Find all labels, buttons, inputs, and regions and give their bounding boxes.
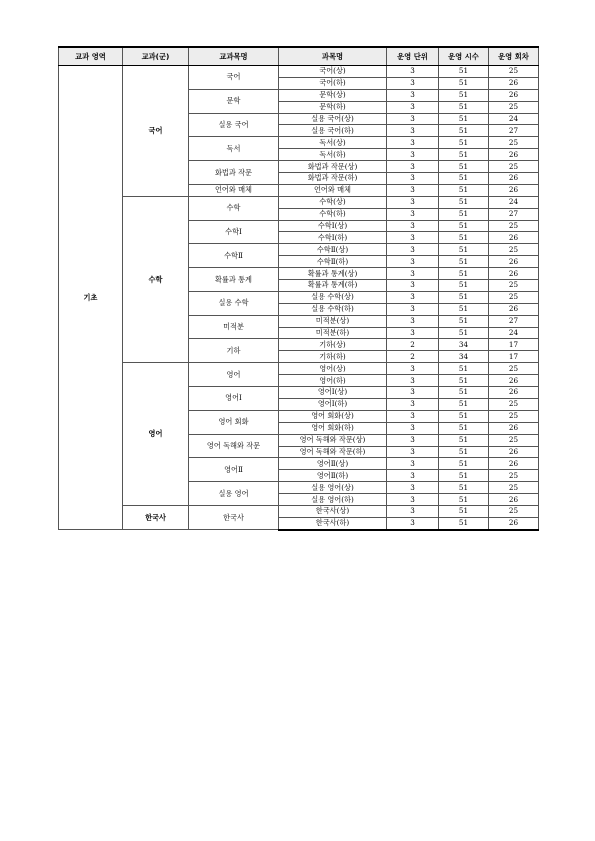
hours-cell: 51 <box>439 196 489 208</box>
hours-cell: 51 <box>439 410 489 422</box>
sessions-cell: 24 <box>489 113 539 125</box>
hours-cell: 51 <box>439 184 489 196</box>
units-cell: 3 <box>387 101 439 113</box>
hours-cell: 51 <box>439 113 489 125</box>
units-cell: 3 <box>387 398 439 410</box>
group-cell: 수학 <box>123 196 189 362</box>
hours-cell: 51 <box>439 66 489 78</box>
course-cell: 국어(상) <box>279 66 387 78</box>
sessions-cell: 26 <box>489 89 539 101</box>
header-sessions: 운영 회차 <box>489 47 539 66</box>
table-header <box>59 47 539 66</box>
course-cell: 영어 회화(하) <box>279 422 387 434</box>
group-cell: 영어 <box>123 363 189 506</box>
table-row <box>59 66 539 78</box>
hours-cell: 51 <box>439 244 489 256</box>
hours-cell: 51 <box>439 89 489 101</box>
sessions-cell: 25 <box>489 291 539 303</box>
course-cell: 수학(상) <box>279 196 387 208</box>
sessions-cell: 26 <box>489 149 539 161</box>
course-cell: 영어(상) <box>279 363 387 375</box>
sessions-cell: 26 <box>489 494 539 506</box>
subject-cell: 독서 <box>189 137 279 161</box>
course-cell: 실용 영어(상) <box>279 482 387 494</box>
course-cell: 영어Ⅰ(상) <box>279 387 387 399</box>
table-body <box>59 66 539 530</box>
units-cell: 3 <box>387 458 439 470</box>
hours-cell: 51 <box>439 505 489 517</box>
units-cell: 3 <box>387 137 439 149</box>
hours-cell: 51 <box>439 208 489 220</box>
subject-cell: 실용 수학 <box>189 291 279 315</box>
sessions-cell: 25 <box>489 482 539 494</box>
sessions-cell: 25 <box>489 161 539 173</box>
units-cell: 3 <box>387 505 439 517</box>
course-cell: 미적분(하) <box>279 327 387 339</box>
hours-cell: 51 <box>439 434 489 446</box>
hours-cell: 51 <box>439 101 489 113</box>
sessions-cell: 26 <box>489 256 539 268</box>
course-cell: 독서(상) <box>279 137 387 149</box>
curriculum-document <box>58 46 538 531</box>
course-cell: 영어(하) <box>279 375 387 387</box>
hours-cell: 51 <box>439 291 489 303</box>
units-cell: 3 <box>387 244 439 256</box>
subject-cell: 문학 <box>189 89 279 113</box>
subject-cell: 한국사 <box>189 505 279 529</box>
subject-cell: 수학 <box>189 196 279 220</box>
hours-cell: 51 <box>439 256 489 268</box>
units-cell: 3 <box>387 363 439 375</box>
subject-cell: 실용 국어 <box>189 113 279 137</box>
course-cell: 영어 회화(상) <box>279 410 387 422</box>
hours-cell: 51 <box>439 232 489 244</box>
hours-cell: 51 <box>439 446 489 458</box>
course-cell: 기하(하) <box>279 351 387 363</box>
hours-cell: 51 <box>439 220 489 232</box>
units-cell: 3 <box>387 220 439 232</box>
units-cell: 3 <box>387 291 439 303</box>
units-cell: 3 <box>387 149 439 161</box>
hours-cell: 51 <box>439 149 489 161</box>
sessions-cell: 26 <box>489 387 539 399</box>
hours-cell: 51 <box>439 137 489 149</box>
units-cell: 3 <box>387 470 439 482</box>
hours-cell: 51 <box>439 517 489 529</box>
units-cell: 3 <box>387 173 439 185</box>
sessions-cell: 25 <box>489 434 539 446</box>
units-cell: 3 <box>387 256 439 268</box>
hours-cell: 51 <box>439 458 489 470</box>
subject-cell: 화법과 작문 <box>189 161 279 185</box>
sessions-cell: 25 <box>489 505 539 517</box>
hours-cell: 51 <box>439 173 489 185</box>
sessions-cell: 26 <box>489 422 539 434</box>
sessions-cell: 25 <box>489 220 539 232</box>
hours-cell: 51 <box>439 268 489 280</box>
course-cell: 확률과 통계(하) <box>279 280 387 292</box>
header-hours: 운영 시수 <box>439 47 489 66</box>
sessions-cell: 25 <box>489 101 539 113</box>
subject-cell: 실용 영어 <box>189 482 279 506</box>
subject-cell: 언어와 매체 <box>189 184 279 196</box>
hours-cell: 34 <box>439 351 489 363</box>
table-row <box>59 196 539 208</box>
course-cell: 수학Ⅰ(상) <box>279 220 387 232</box>
table-row <box>59 363 539 375</box>
course-cell: 국어(하) <box>279 77 387 89</box>
course-cell: 영어Ⅱ(하) <box>279 470 387 482</box>
course-cell: 독서(하) <box>279 149 387 161</box>
units-cell: 2 <box>387 339 439 351</box>
hours-cell: 51 <box>439 303 489 315</box>
hours-cell: 51 <box>439 387 489 399</box>
hours-cell: 34 <box>439 339 489 351</box>
course-cell: 영어Ⅰ(하) <box>279 398 387 410</box>
units-cell: 3 <box>387 113 439 125</box>
table-row <box>59 505 539 517</box>
units-cell: 3 <box>387 184 439 196</box>
hours-cell: 51 <box>439 482 489 494</box>
units-cell: 3 <box>387 89 439 101</box>
sessions-cell: 27 <box>489 125 539 137</box>
hours-cell: 51 <box>439 315 489 327</box>
group-cell: 국어 <box>123 66 189 197</box>
header-course: 과목명 <box>279 47 387 66</box>
units-cell: 3 <box>387 208 439 220</box>
course-cell: 화법과 작문(하) <box>279 173 387 185</box>
sessions-cell: 27 <box>489 208 539 220</box>
course-cell: 한국사(하) <box>279 517 387 529</box>
units-cell: 3 <box>387 232 439 244</box>
header-row <box>59 47 539 66</box>
course-cell: 영어 독해와 작문(상) <box>279 434 387 446</box>
course-cell: 언어와 매체 <box>279 184 387 196</box>
hours-cell: 51 <box>439 161 489 173</box>
units-cell: 3 <box>387 196 439 208</box>
units-cell: 3 <box>387 161 439 173</box>
sessions-cell: 26 <box>489 232 539 244</box>
sessions-cell: 26 <box>489 446 539 458</box>
hours-cell: 51 <box>439 327 489 339</box>
units-cell: 3 <box>387 482 439 494</box>
hours-cell: 51 <box>439 422 489 434</box>
area-cell: 기초 <box>59 66 123 530</box>
units-cell: 3 <box>387 327 439 339</box>
course-cell: 수학Ⅱ(상) <box>279 244 387 256</box>
sessions-cell: 26 <box>489 77 539 89</box>
units-cell: 3 <box>387 375 439 387</box>
subject-cell: 국어 <box>189 66 279 90</box>
hours-cell: 51 <box>439 470 489 482</box>
group-cell: 한국사 <box>123 505 189 529</box>
hours-cell: 51 <box>439 363 489 375</box>
course-cell: 기하(상) <box>279 339 387 351</box>
sessions-cell: 24 <box>489 196 539 208</box>
sessions-cell: 26 <box>489 303 539 315</box>
course-cell: 한국사(상) <box>279 505 387 517</box>
sessions-cell: 17 <box>489 339 539 351</box>
sessions-cell: 26 <box>489 173 539 185</box>
header-group: 교과(군) <box>123 47 189 66</box>
sessions-cell: 25 <box>489 363 539 375</box>
subject-cell: 영어Ⅱ <box>189 458 279 482</box>
header-units: 운영 단위 <box>387 47 439 66</box>
units-cell: 3 <box>387 315 439 327</box>
units-cell: 3 <box>387 434 439 446</box>
subject-cell: 수학Ⅰ <box>189 220 279 244</box>
course-cell: 미적분(상) <box>279 315 387 327</box>
units-cell: 3 <box>387 303 439 315</box>
units-cell: 3 <box>387 517 439 529</box>
course-cell: 수학Ⅰ(하) <box>279 232 387 244</box>
units-cell: 3 <box>387 66 439 78</box>
sessions-cell: 25 <box>489 280 539 292</box>
hours-cell: 51 <box>439 494 489 506</box>
sessions-cell: 25 <box>489 137 539 149</box>
sessions-cell: 24 <box>489 327 539 339</box>
subject-cell: 영어 회화 <box>189 410 279 434</box>
course-cell: 실용 수학(하) <box>279 303 387 315</box>
course-cell: 문학(하) <box>279 101 387 113</box>
subject-cell: 확률과 통계 <box>189 268 279 292</box>
course-cell: 실용 국어(하) <box>279 125 387 137</box>
hours-cell: 51 <box>439 375 489 387</box>
course-cell: 화법과 작문(상) <box>279 161 387 173</box>
subject-cell: 수학Ⅱ <box>189 244 279 268</box>
units-cell: 3 <box>387 77 439 89</box>
units-cell: 3 <box>387 494 439 506</box>
header-subject: 교과목명 <box>189 47 279 66</box>
course-cell: 수학Ⅱ(하) <box>279 256 387 268</box>
course-cell: 문학(상) <box>279 89 387 101</box>
hours-cell: 51 <box>439 398 489 410</box>
course-cell: 수학(하) <box>279 208 387 220</box>
hours-cell: 51 <box>439 77 489 89</box>
curriculum-table <box>58 46 539 531</box>
subject-cell: 미적분 <box>189 315 279 339</box>
hours-cell: 51 <box>439 125 489 137</box>
sessions-cell: 26 <box>489 458 539 470</box>
course-cell: 확률과 통계(상) <box>279 268 387 280</box>
units-cell: 3 <box>387 446 439 458</box>
subject-cell: 영어 독해와 작문 <box>189 434 279 458</box>
subject-cell: 영어Ⅰ <box>189 387 279 411</box>
sessions-cell: 25 <box>489 398 539 410</box>
units-cell: 3 <box>387 125 439 137</box>
header-area: 교과 영역 <box>59 47 123 66</box>
subject-cell: 기하 <box>189 339 279 363</box>
units-cell: 2 <box>387 351 439 363</box>
subject-cell: 영어 <box>189 363 279 387</box>
course-cell: 영어 독해와 작문(하) <box>279 446 387 458</box>
sessions-cell: 27 <box>489 315 539 327</box>
course-cell: 실용 영어(하) <box>279 494 387 506</box>
sessions-cell: 25 <box>489 66 539 78</box>
course-cell: 영어Ⅱ(상) <box>279 458 387 470</box>
sessions-cell: 26 <box>489 184 539 196</box>
sessions-cell: 25 <box>489 470 539 482</box>
sessions-cell: 26 <box>489 268 539 280</box>
units-cell: 3 <box>387 410 439 422</box>
sessions-cell: 26 <box>489 375 539 387</box>
course-cell: 실용 국어(상) <box>279 113 387 125</box>
sessions-cell: 25 <box>489 410 539 422</box>
hours-cell: 51 <box>439 280 489 292</box>
course-cell: 실용 수학(상) <box>279 291 387 303</box>
sessions-cell: 17 <box>489 351 539 363</box>
units-cell: 3 <box>387 268 439 280</box>
units-cell: 3 <box>387 387 439 399</box>
sessions-cell: 26 <box>489 517 539 529</box>
sessions-cell: 25 <box>489 244 539 256</box>
units-cell: 3 <box>387 280 439 292</box>
units-cell: 3 <box>387 422 439 434</box>
